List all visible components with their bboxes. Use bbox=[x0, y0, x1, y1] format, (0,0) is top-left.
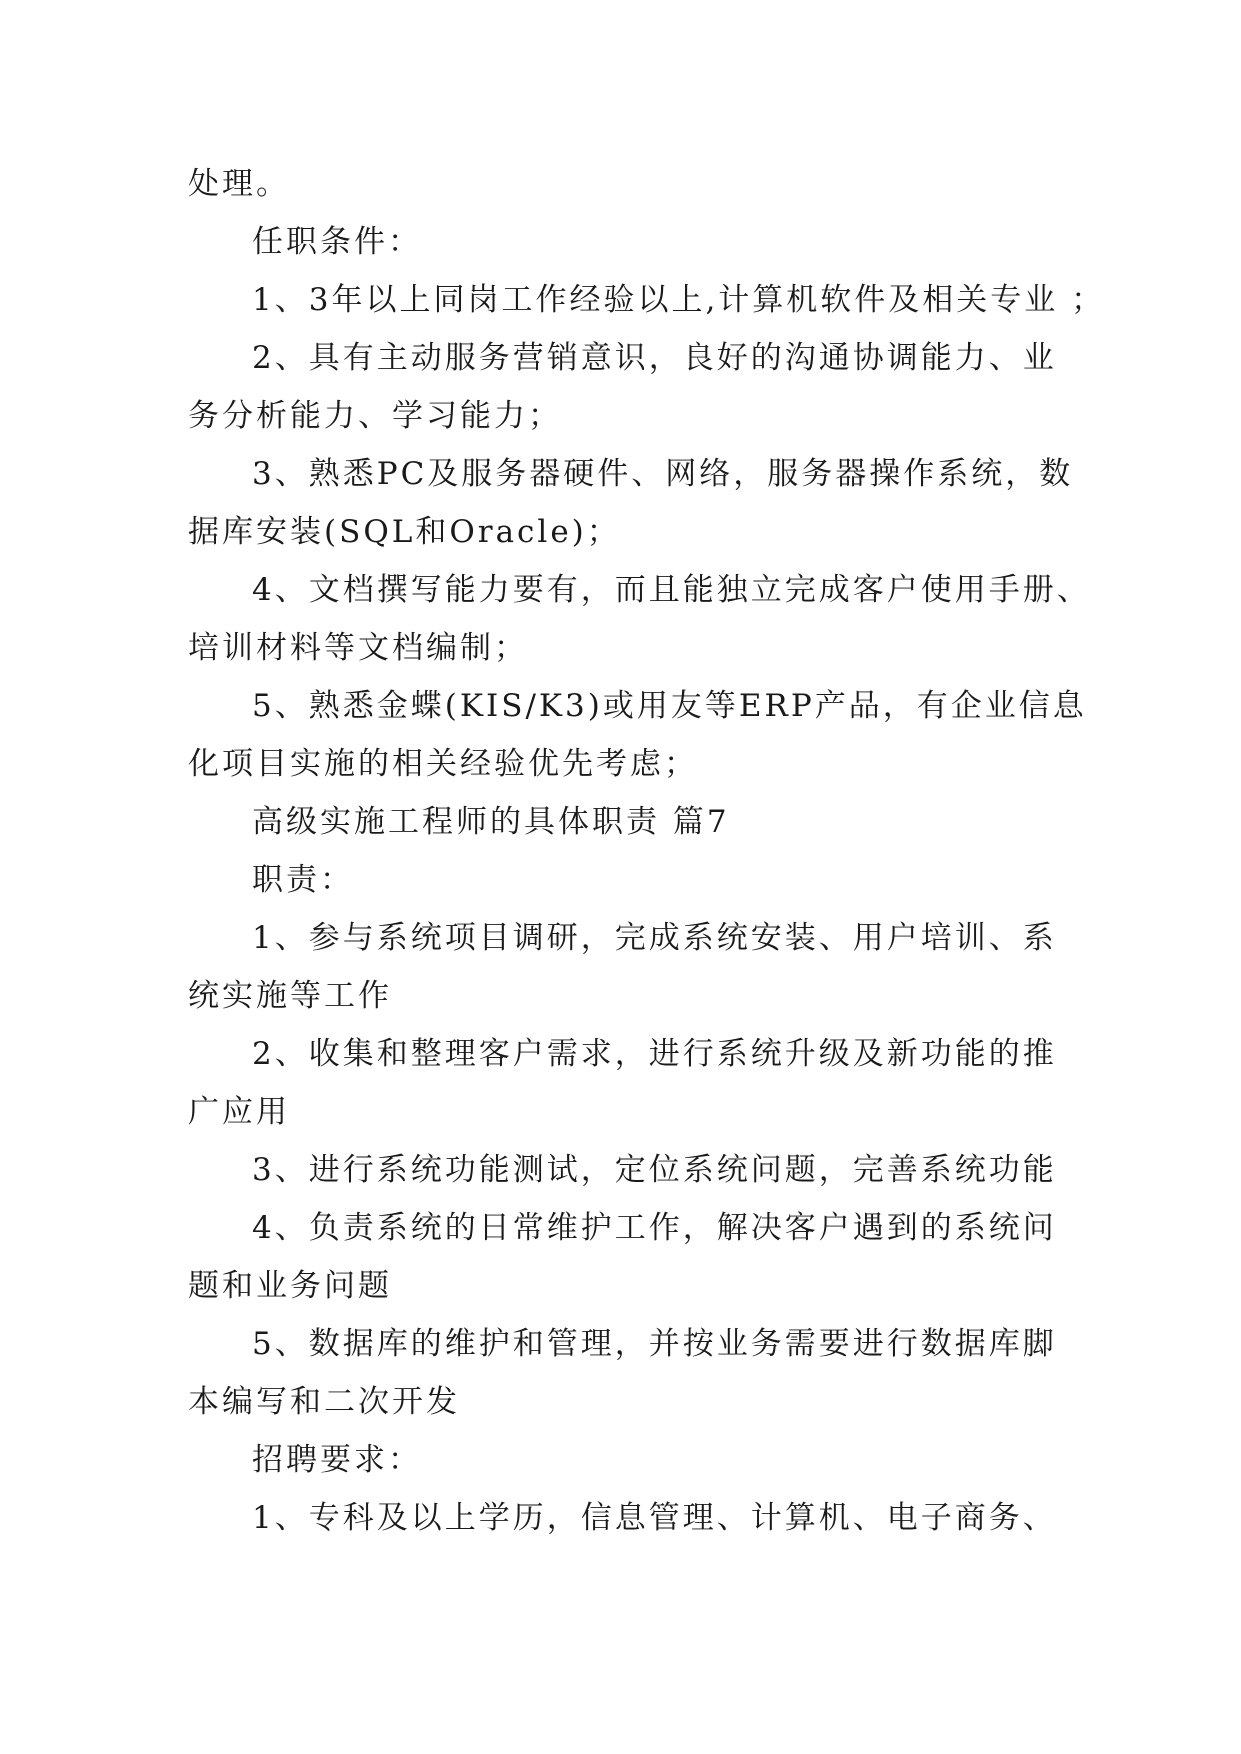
paragraph-line: 培训材料等文档编制； bbox=[188, 630, 528, 666]
paragraph-line: 题和业务问题 bbox=[188, 1268, 392, 1304]
paragraph-line: 1、3年以上同岗工作经验以上,计算机软件及相关专业 ； bbox=[252, 282, 1106, 318]
paragraph-line: 3、进行系统功能测试，定位系统问题，完善系统功能 bbox=[252, 1152, 1057, 1188]
paragraph-line: 据库安装(SQL和Oracle)； bbox=[188, 514, 621, 550]
paragraph-line: 务分析能力、学习能力； bbox=[188, 398, 562, 434]
section-title: 高级实施工程师的具体职责 篇7 bbox=[252, 804, 730, 840]
paragraph-line: 统实施等工作 bbox=[188, 978, 392, 1014]
section-heading: 招聘要求： bbox=[252, 1442, 422, 1478]
paragraph-line: 4、负责系统的日常维护工作，解决客户遇到的系统问 bbox=[252, 1210, 1057, 1246]
paragraph-line: 1、专科及以上学历，信息管理、计算机、电子商务、 bbox=[252, 1500, 1057, 1536]
section-heading: 任职条件： bbox=[252, 224, 422, 260]
paragraph-line: 广应用 bbox=[188, 1094, 290, 1130]
paragraph-line: 3、熟悉PC及服务器硬件、网络，服务器操作系统，数 bbox=[252, 456, 1074, 492]
paragraph-line: 4、文档撰写能力要有，而且能独立完成客户使用手册、 bbox=[252, 572, 1091, 608]
paragraph-line: 化项目实施的相关经验优先考虑； bbox=[188, 746, 698, 782]
paragraph-line: 2、具有主动服务营销意识，良好的沟通协调能力、业 bbox=[252, 340, 1057, 376]
paragraph-line: 2、收集和整理客户需求，进行系统升级及新功能的推 bbox=[252, 1036, 1057, 1072]
paragraph-line: 5、熟悉金蝶(KIS/K3)或用友等ERP产品，有企业信息 bbox=[252, 688, 1087, 724]
paragraph-line: 5、数据库的维护和管理，并按业务需要进行数据库脚 bbox=[252, 1326, 1057, 1362]
section-heading: 职责： bbox=[252, 862, 354, 898]
paragraph-line: 1、参与系统项目调研，完成系统安装、用户培训、系 bbox=[252, 920, 1057, 956]
paragraph-line: 本编写和二次开发 bbox=[188, 1384, 460, 1420]
paragraph-line: 处理。 bbox=[188, 166, 290, 202]
